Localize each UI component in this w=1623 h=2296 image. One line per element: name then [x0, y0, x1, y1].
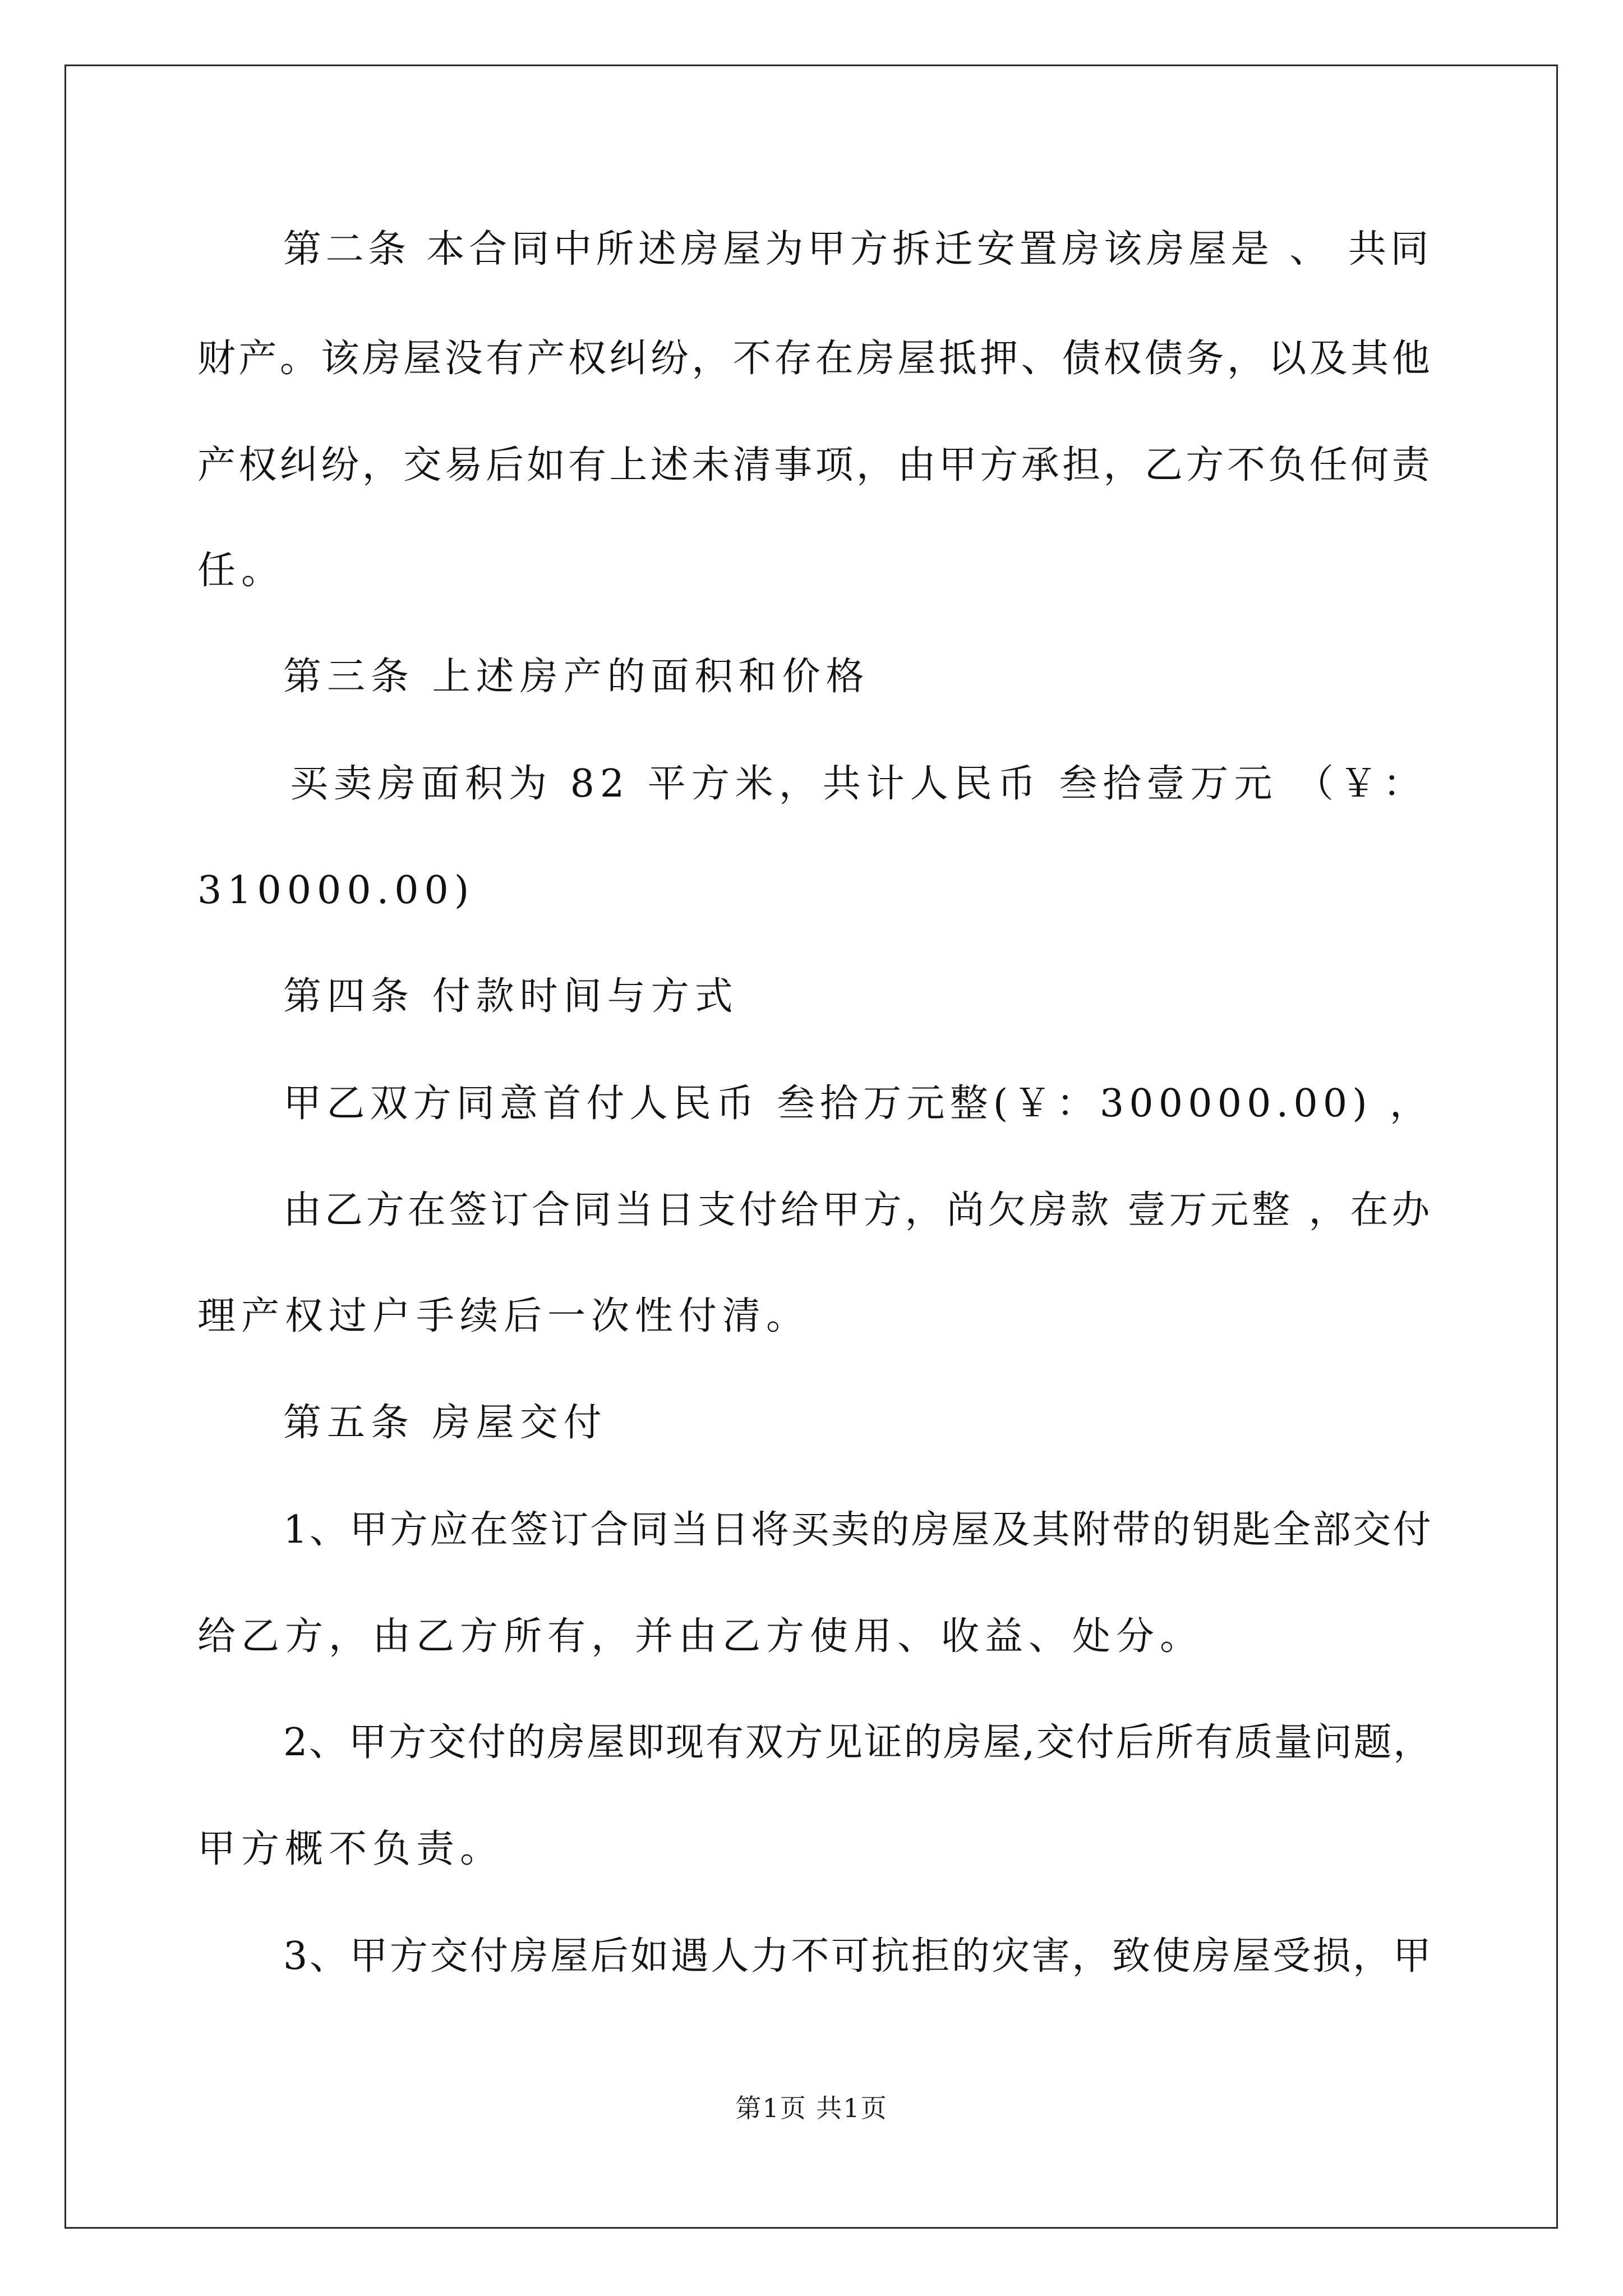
section-heading: 第四条 付款时间与方式 [283, 974, 739, 1019]
paragraph-line: 任。 [197, 549, 285, 593]
paragraph-line: 1、甲方应在签订合同当日将买卖的房屋及其附带的钥匙全部交付 [283, 1508, 1433, 1552]
section-heading: 第五条 房屋交付 [283, 1401, 607, 1445]
paragraph-line: 产权纠纷，交易后如有上述未清事项，由甲方承担，乙方不负任何责 [197, 443, 1433, 487]
section-heading: 第三条 上述房产的面积和价格 [283, 655, 870, 699]
page-border [64, 65, 1558, 2229]
paragraph-line: 买卖房面积为 82 平方米，共计人民币 叁拾壹万元 （￥： [290, 762, 1427, 806]
paragraph-line: 第二条 本合同中所述房屋为甲方拆迁安置房该房屋是 、 共同 [283, 227, 1433, 272]
page-footer: 第1页 共1页 [735, 2093, 888, 2123]
paragraph-line: 甲乙双方同意首付人民币 叁拾万元整(￥：300000.00) ， [283, 1082, 1433, 1126]
paragraph-line: 310000.00) [197, 868, 475, 913]
paragraph-line: 财产。该房屋没有产权纠纷，不存在房屋抵押、债权债务，以及其他 [197, 337, 1433, 381]
paragraph-line: 甲方概不负责。 [197, 1827, 504, 1871]
paragraph-line: 3、甲方交付房屋后如遇人力不可抗拒的灾害，致使房屋受损，甲 [283, 1934, 1433, 1978]
paragraph-line: 理产权过户手续后一次性付清。 [197, 1294, 810, 1338]
paragraph-line: 给乙方，由乙方所有，并由乙方使用、收益、处分。 [197, 1614, 1204, 1659]
paragraph-line: 由乙方在签订合同当日支付给甲方，尚欠房款 壹万元整 ，在办 [283, 1188, 1433, 1232]
paragraph-line: 2、甲方交付的房屋即现有双方见证的房屋,交付后所有质量问题， [283, 1720, 1433, 1765]
